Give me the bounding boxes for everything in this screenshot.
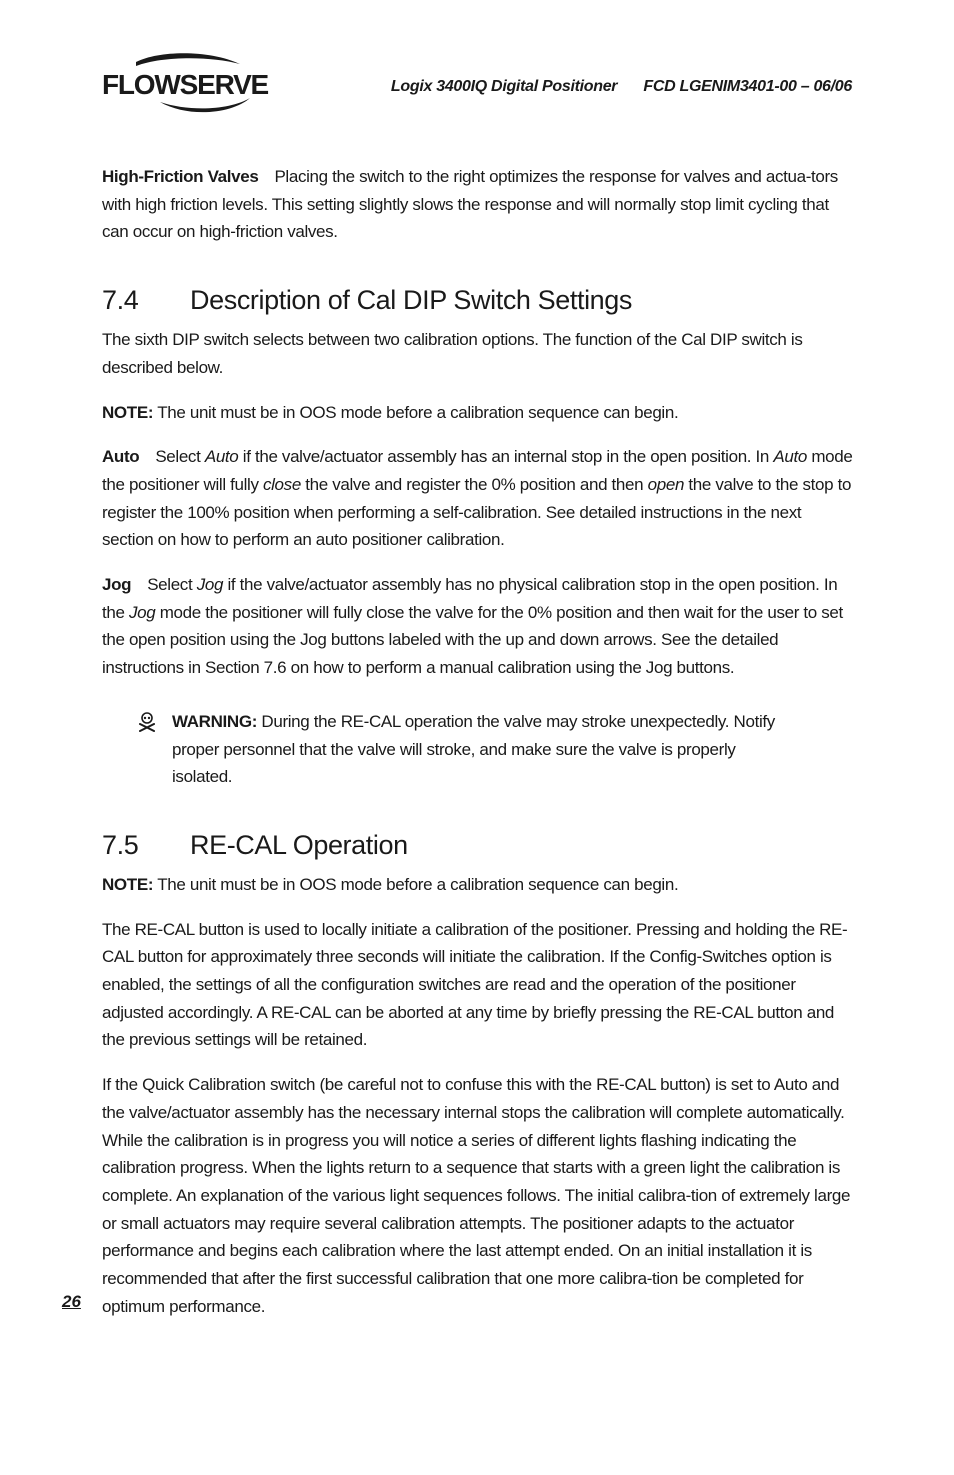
note-label: NOTE: xyxy=(102,402,154,422)
auto-text-1: Select xyxy=(155,447,205,467)
section-7-4-heading xyxy=(102,284,854,316)
jog-paragraph xyxy=(102,571,854,682)
warning-text: During the RE-CAL operation the valve may stroke unexpectedly. Notify proper personnel that the valve will stroke, and make sure the valve is properly isolated. xyxy=(172,711,775,787)
section-7-4-title: Description of Cal DIP Switch Settings xyxy=(190,285,632,316)
jog-italic-2: Jog xyxy=(128,602,156,622)
auto-text-3: mode the positioner will fully xyxy=(102,447,853,494)
auto-italic-2: Auto xyxy=(773,447,807,467)
note-text-2: The unit must be in OOS mode before a calibration sequence can begin. xyxy=(157,874,679,894)
section-7-5-number: 7.5 xyxy=(102,829,139,860)
section-7-5-note xyxy=(102,871,854,899)
jog-text-1: Select xyxy=(147,575,197,595)
page-body xyxy=(102,163,854,1338)
intro-text: Placing the switch to the right optimizes the response for valves and actua-tors with high friction levels. This setting slightly slows the response and will normally stop limit cycling that can occur on high-friction valves. xyxy=(102,167,838,242)
flowserve-logo xyxy=(100,52,270,116)
section-7-4-note xyxy=(102,399,854,427)
intro-lead: High-Friction Valves xyxy=(102,167,259,186)
warning-block xyxy=(102,708,854,791)
recal-paragraph-2: If the Quick Calibration switch (be careful not to confuse this with the RE-CAL button) is set to Auto and the valve/actuator assembly has the necessary internal stops the calibration will complete automatically. While the calibration is in progress you will notice a series of different lights flashing indicating the calibration progress. When the lights return to a sequence that starts with a green light the calibration is complete. An explanation of the various light sequences follows. The initial calibra-tion of extremely large or small actuators may require several calibration attempts. The positioner adapts to the actuator performance and begins each calibration where the last attempt ended. On an initial installation it is recommended that after the first successful calibration that one more calibra-tion be completed for optimum performance. xyxy=(102,1075,851,1316)
section-7-5-heading xyxy=(102,829,854,861)
jog-text-3: mode the positioner will fully close the valve for the 0% position and then wait for the user to set the open position using the Jog buttons labeled with the up and down arrows. See the detailed instructions in Section 7.6 on how to perform a manual calibration using the Jog buttons. xyxy=(102,602,843,678)
auto-lead: Auto xyxy=(102,447,140,467)
auto-paragraph xyxy=(102,443,854,554)
auto-italic-4: open xyxy=(647,474,685,494)
section-7-4-intro: The sixth DIP switch selects between two calibration options. The function of the Cal DIP switch is described below. xyxy=(102,330,803,377)
section-7-5-title: RE-CAL Operation xyxy=(190,829,408,860)
section-7-4-number: 7.4 xyxy=(102,285,139,316)
jog-italic-1: Jog xyxy=(196,575,224,595)
note-label-2: NOTE: xyxy=(102,874,154,894)
auto-italic-3: close xyxy=(262,474,301,494)
running-header xyxy=(391,78,852,96)
jog-lead: Jog xyxy=(102,575,132,595)
auto-italic-1: Auto xyxy=(204,447,239,467)
auto-text-2: if the valve/actuator assembly has an internal stop in the open position. In xyxy=(238,447,774,467)
warning-label: WARNING: xyxy=(172,711,258,731)
header-doc-code: FCD LGENIM3401-00 – 06/06 xyxy=(643,78,852,95)
note-text: The unit must be in OOS mode before a calibration sequence can begin. xyxy=(157,402,679,422)
auto-text-4: the valve and register the 0% position and then xyxy=(300,474,648,494)
auto-text-5: the valve to the stop to register the 100% position when performing a self-calibration. See detailed instructions in the next section on how to perform an auto positioner calibration. xyxy=(102,474,852,550)
jog-text-2: if the valve/actuator assembly has no physical calibration stop in the open position. In the xyxy=(102,575,838,622)
header-product: Logix 3400IQ Digital Positioner xyxy=(390,78,618,95)
recal-paragraph-1: The RE-CAL button is used to locally initiate a calibration of the positioner. Pressing and holding the RE-CAL button for approximately three seconds will initiate the calibration. If the Config-Switches option is enabled, the settings of all the configuration switches are read and the operation of the positioner adjusted accordingly. A RE-CAL can be aborted at any time by briefly pressing the RE-CAL button and the previous settings will be retained. xyxy=(102,919,848,1050)
intro-paragraph xyxy=(102,163,854,246)
logo-wordmark: FLOWSERVE xyxy=(102,69,269,100)
skull-crossbones-icon xyxy=(138,712,156,732)
page-number: 26 xyxy=(62,1292,81,1311)
